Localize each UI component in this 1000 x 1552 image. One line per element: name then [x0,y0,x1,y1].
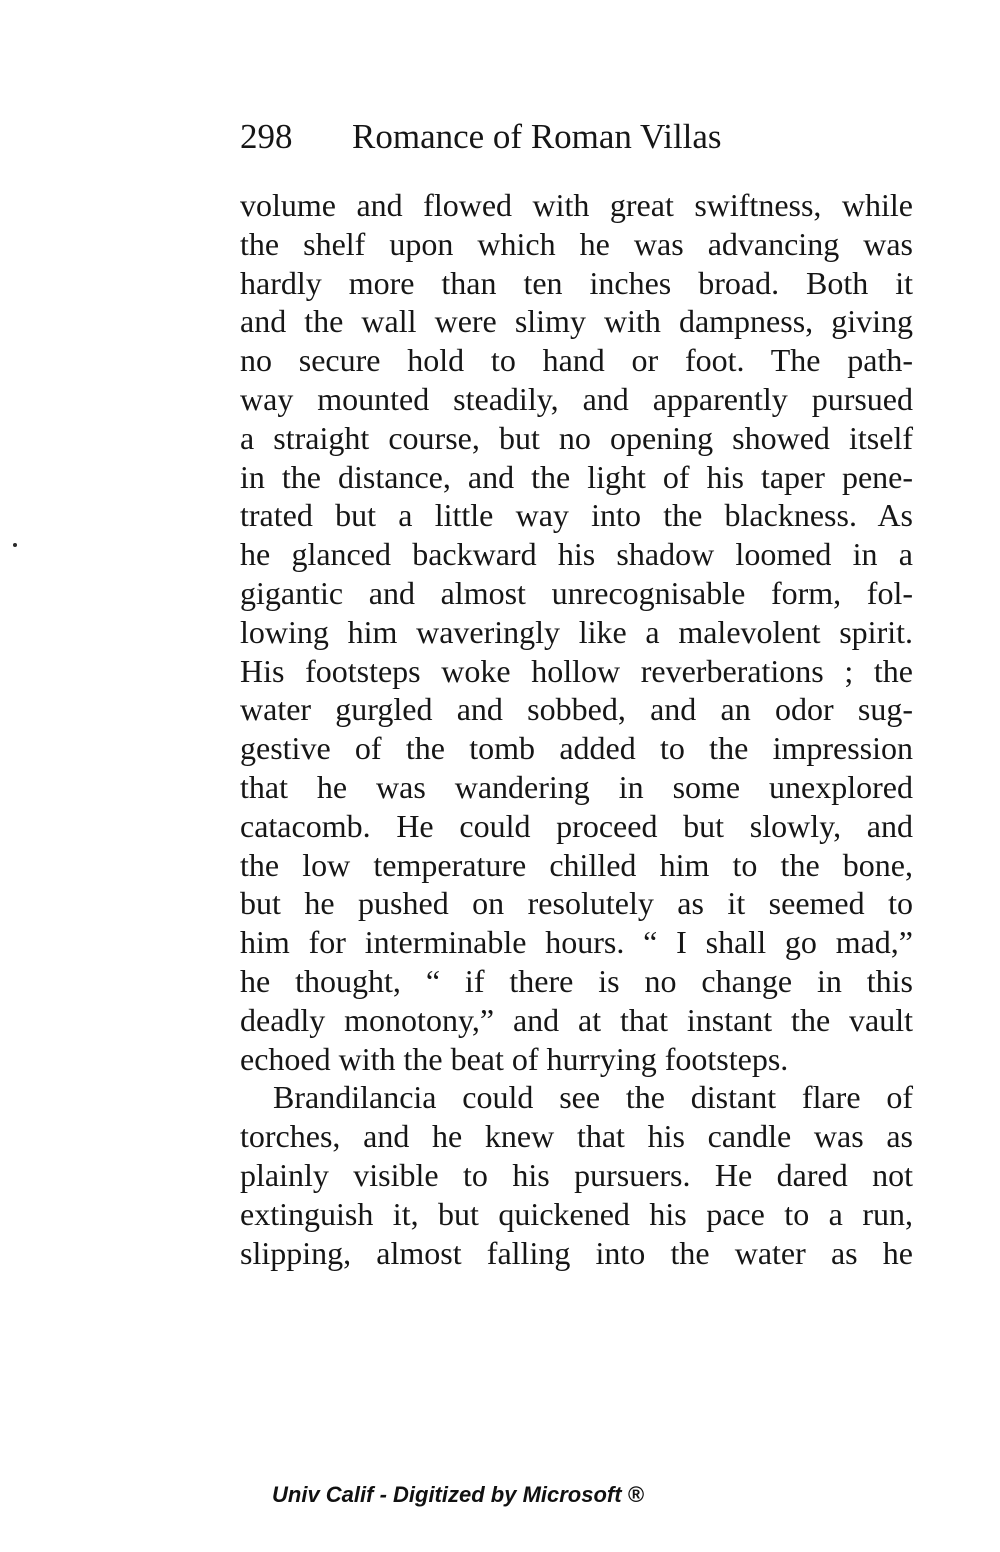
text-line: he thought, “ if there is no change in this [240,962,913,999]
text-line: gigantic and almost unrecognisable form, fol- [240,574,913,611]
page-header [240,112,920,162]
text-line: trated but a little way into the blackness. As [240,497,913,534]
text-line: but he pushed on resolutely as it seemed to [240,885,913,922]
text-line: water gurgled and sobbed, and an odor sug- [240,691,913,728]
text-line: extinguish it, but quickened his pace to a run, [240,1195,913,1232]
text-line: plainly visible to his pursuers. He dared not [240,1156,913,1193]
text-line-paragraph-end: echoed with the beat of hurrying footsteps. [240,1040,789,1077]
text-line: gestive of the tomb added to the impression [240,730,913,767]
text-line: the shelf upon which he was advancing was [240,225,913,262]
scan-speck [13,543,17,547]
text-line: that he was wandering in some unexplored [240,768,913,805]
text-line: lowing him waveringly like a malevolent spirit. [240,613,913,650]
text-line: volume and flowed with great swiftness, while [240,187,913,223]
text-line: way mounted steadily, and apparently pursued [240,380,913,417]
body-text [240,186,913,1272]
text-line: in the distance, and the light of his taper pene- [240,458,913,495]
digitization-watermark: Univ Calif - Digitized by Microsoft ® [272,1482,644,1507]
text-line: torches, and he knew that his candle was as [240,1118,913,1155]
text-line-paragraph-start: Brandilancia could see the distant flare of [273,1079,913,1116]
running-title: Romance of Roman Villas [352,117,722,156]
text-line: no secure hold to hand or foot. The path- [240,342,913,379]
text-line: hardly more than ten inches broad. Both it [240,264,913,301]
text-line: a straight course, but no opening showed itself [240,419,913,456]
page-number: 298 [240,117,293,156]
text-line: he glanced backward his shadow loomed in a [240,536,913,573]
text-line: and the wall were slimy with dampness, giving [240,303,913,340]
text-line: slipping, almost falling into the water as he [240,1234,913,1271]
text-line: him for interminable hours. “ I shall go mad,” [240,924,913,961]
text-line: catacomb. He could proceed but slowly, and [240,807,913,844]
text-line: the low temperature chilled him to the bone, [240,846,913,883]
text-line: deadly monotony,” and at that instant the vault [240,1001,913,1038]
text-line: His footsteps woke hollow reverberations ; the [240,652,913,689]
